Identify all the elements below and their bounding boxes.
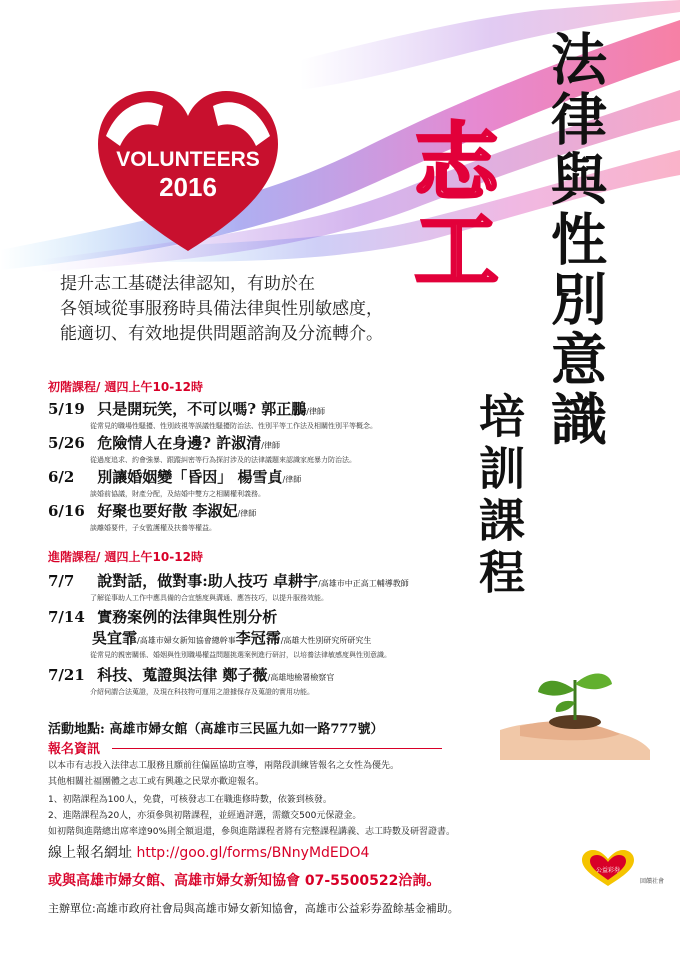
course-speaker: 李淑妃 <box>192 502 238 520</box>
intro-line: 能適切、有效地提供問題諮詢及分流轉介。 <box>60 324 383 344</box>
registration-link[interactable]: http://goo.gl/forms/BNnyMdEDO4 <box>136 845 370 861</box>
sponsor: 主辦單位:高雄市政府社會局與高雄市婦女新知協會，高雄市公益彩券盈餘基金補助。 <box>48 902 459 915</box>
speaker-role-2: /高雄大性別研究所研究生 <box>280 636 372 645</box>
speaker-role: /律師 <box>282 475 302 484</box>
course-desc: 介紹伺謂合法蒐證，及現在科技物可運用之證據保存及蒐證的實用功能。 <box>90 688 314 696</box>
course-title: 只是開玩笑，不可以嗎? <box>97 400 257 418</box>
registration-line: 如初階與進階總出席率達90%則全額退還，參與進階課程者將有完整課程講義、志工時數及研習證書。 <box>48 827 456 837</box>
course-title: 好聚也要好散 <box>97 502 188 520</box>
speaker-role: /律師 <box>306 407 325 416</box>
speaker-role: /高雄市中正高工輔導教師 <box>318 579 409 588</box>
beginner-header: 初階課程/ 週四上午10-12時 <box>48 380 203 394</box>
title-training: 培訓課程 <box>472 392 526 600</box>
course-title: 說對話，做對事:助人技巧 <box>97 572 268 590</box>
registration-line: 2、進階課程為20人，亦須參與初階課程，並經過評選，需繳交500元保證金。 <box>48 811 362 821</box>
course-date: 7/7 <box>48 572 75 590</box>
registration-line: 1、初階課程為100人，免費，可核發志工在職進修時數，依簽到核發。 <box>48 795 332 805</box>
course-desc: 從常見的親密關係、婚姻與性別職場權益問題挑選案例進行研討，以培養法律敏感度與性別意識。 <box>90 651 391 659</box>
intro-line: 提升志工基礎法律認知，有助於在 <box>60 274 315 294</box>
registration-line: 其他相關社福團體之志工或有興趣之民眾亦歡迎報名。 <box>48 777 265 787</box>
course-item <box>48 398 468 431</box>
course-item <box>48 606 468 660</box>
phone-contact: 或與高雄市婦女館、高雄市婦女新知協會 07-5500522洽詢。 <box>48 873 441 889</box>
logo-brand: VOLUNTEERS <box>116 148 260 171</box>
course-desc: 談離婚要件，子女監護權及扶養等權益。 <box>90 524 216 532</box>
course-date: 5/19 <box>48 400 85 418</box>
course-item <box>48 500 468 533</box>
speaker-role: /律師 <box>237 509 257 518</box>
course-speaker: 楊雪貞 <box>237 468 283 486</box>
logo-year: 2016 <box>159 172 217 202</box>
registration-line: 以本市有志投入法律志工服務且願前往偏區協助宣導，兩階段訓練皆報名之女性為優先。 <box>48 761 400 771</box>
speaker-role: /高雄地檢署檢察官 <box>267 673 335 682</box>
heart-hands-icon <box>88 66 288 266</box>
course-speaker: 許淑清 <box>216 434 262 452</box>
badge-text: 公益彩券 <box>595 867 621 874</box>
course-speaker: 吳宜霏 <box>92 629 138 647</box>
course-date: 6/16 <box>48 502 85 520</box>
course-date: 7/14 <box>48 608 85 626</box>
course-item <box>48 432 468 465</box>
intro-text <box>60 272 420 347</box>
badge-caption: 回饋社會 <box>640 878 665 885</box>
online-label: 線上報名網址 <box>48 845 132 861</box>
lottery-badge-icon <box>578 848 638 888</box>
course-date: 5/26 <box>48 434 85 452</box>
title-main: 法律與性別意識 <box>542 30 607 450</box>
course-item <box>48 570 468 603</box>
divider <box>112 748 442 749</box>
course-desc: 從常見的職場性騷擾、性別歧視等誤議性騷擾防治法、性別平等工作法及相關性別平等概念。 <box>90 422 377 430</box>
course-item <box>48 466 468 499</box>
title-volunteer: 志工 <box>401 118 499 294</box>
course-speaker: 郭正鵬 <box>261 400 307 418</box>
course-speaker: 鄭子薇 <box>222 666 268 684</box>
speaker-role: /律師 <box>261 441 280 450</box>
venue: 活動地點: 高雄市婦女館（高雄市三民區九如一路777號） <box>48 722 384 737</box>
course-title: 別讓婚姻變「昏因」 <box>97 468 233 486</box>
course-title: 科技、蒐證與法律 <box>97 666 218 684</box>
course-desc: 談婚前協議，財產分配，及結婚中雙方之相關權利義務。 <box>90 490 265 498</box>
course-title: 危險情人在身邊? <box>97 434 212 452</box>
registration-title: 報名資訊 <box>48 742 101 757</box>
course-title: 實務案例的法律與性別分析 <box>97 608 278 626</box>
advanced-header: 進階課程/ 週四上午10-12時 <box>48 550 203 564</box>
course-speaker-2: 李冠霈 <box>235 629 281 647</box>
intro-line: 各領域從事服務時具備法律與性別敏感度， <box>60 299 383 319</box>
course-date: 6/2 <box>48 468 75 486</box>
online-registration <box>48 842 369 862</box>
course-desc: 了解從事助人工作中應具備的合宜態度與溝通、應答技巧，以提升服務效能。 <box>90 594 328 602</box>
course-date: 7/21 <box>48 666 85 684</box>
course-item <box>48 664 468 697</box>
course-speaker: 卓耕宇 <box>273 572 319 590</box>
course-desc: 從過度追求、約會強暴、跟蹤糾密等行為探討涉及的法律議題來認識家庭暴力防治法。 <box>90 456 356 464</box>
plant-in-hand-image <box>500 650 650 760</box>
speaker-role: /高雄市婦女新知協會總幹事 <box>137 636 236 645</box>
volunteers-logo <box>88 66 288 266</box>
